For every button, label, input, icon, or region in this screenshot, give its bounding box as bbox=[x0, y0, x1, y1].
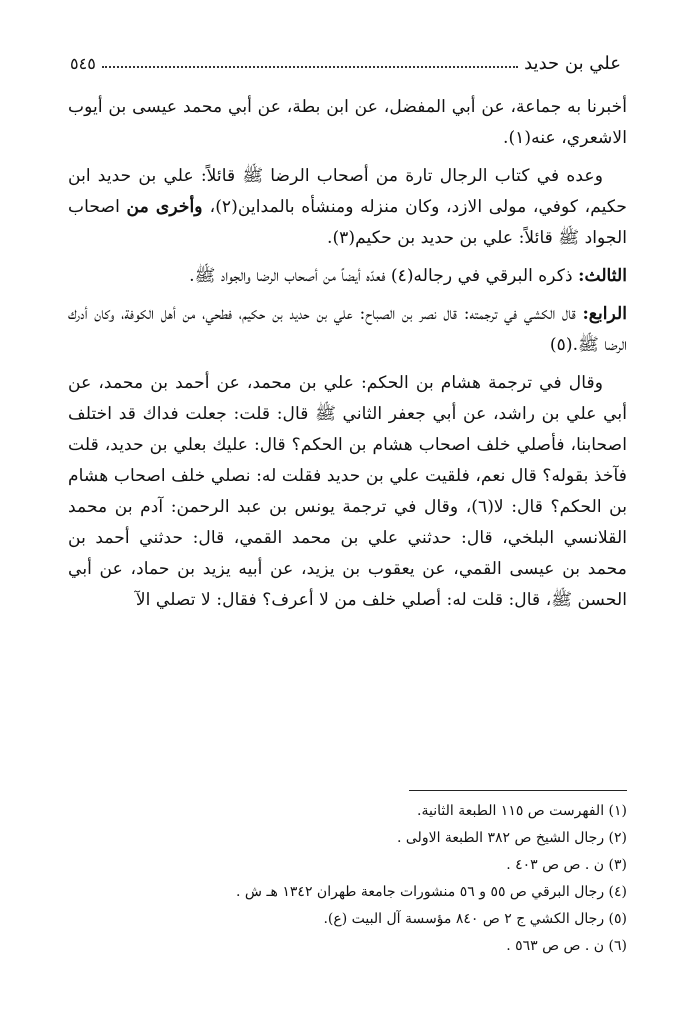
paragraph-5: وقال في ترجمة هشام بن الحكم: علي بن محمد، عن أحمد بن محمد، عن أبي علي بن راشد، عن أبي جعفر الثاني ﷺ قال: قلت: جعلت فداك قد اختلف اصحابنا، فأصلي خلف اصحاب هشام بن الحكم؟ قال: عليك بعلي بن حديد، قلت فآخذ بقوله؟ قال نعم، فلقيت علي بن حديد فقلت له: نصلي خلف اصحاب هشام بن الحكم؟ قال: لا(٦)، وقال في ترجمة يونس بن عبد الرحمن: آدم بن محمد القلانسي البلخي، قال: حدثني علي بن محمد القمي، قال: حدثني أحمد بن محمد بن عيسى القمي، عن يعقوب بن يزيد، عن أبيه يزيد بن حماد، عن أبي الحسن ﷺ، قال: قلت له: أصلي خلف من لا أعرف؟ فقال: لا تصلي الآ bbox=[68, 373, 627, 610]
running-title: علي بن حديد bbox=[524, 52, 621, 74]
paragraph-3-text: ذكره البرقي في رجاله(٤) فعدّه أيضاً من أصحاب الرضا والجواد ﷺ. bbox=[189, 266, 579, 286]
paragraph-2-text-c: اصحاب الجواد ﷺ قائلاً: علي بن حديد بن حكيم(٣). bbox=[68, 197, 627, 248]
footnote-item: (٦) ن . ص ص ٥٦٣ . bbox=[506, 938, 627, 954]
footnote-item: (٣) ن . ص ص ٤٠٣ . bbox=[506, 857, 627, 873]
paragraph-3-label: الثالث: bbox=[578, 266, 627, 286]
main-text bbox=[68, 92, 627, 776]
page-number: ٥٤٥ bbox=[70, 53, 96, 73]
paragraph-4-label: الرابع: bbox=[582, 304, 627, 324]
paragraph-4 bbox=[68, 299, 627, 361]
paragraph-2-bold: وأخرى من bbox=[126, 197, 210, 217]
running-header bbox=[70, 50, 621, 76]
paragraph-2 bbox=[68, 161, 627, 254]
leader-dots bbox=[102, 66, 518, 68]
paragraph-2-text-a: وعده في كتاب الرجال تارة من أصحاب الرضا ﷺ قائلاً: علي بن حديد ابن حكيم، كوفي، مولى الازد، وكان منزله ومنشأه بالمداين(٢)، bbox=[68, 166, 627, 217]
footnote-item: (٢) رجال الشيخ ص ٣٨٢ الطبعة الاولى . bbox=[396, 830, 627, 846]
footnote-item: (١) الفهرست ص ١١٥ الطبعة الثانية. bbox=[417, 803, 627, 819]
paragraph-3 bbox=[68, 261, 627, 292]
footnote-item: (٤) رجال البرقي ص ٥٥ و ٥٦ منشورات جامعة طهران ١٣٤٢ هـ ش . bbox=[236, 884, 627, 900]
paragraph-1: أخبرنا به جماعة، عن أبي المفضل، عن ابن بطة، عن أبي محمد عيسى بن أيوب الاشعري، عنه(١). bbox=[68, 97, 627, 148]
footnote-divider bbox=[409, 790, 627, 791]
footnotes bbox=[150, 798, 627, 970]
footnote-item: (٥) رجال الكشي ج ٢ ص ٨٤٠ مؤسسة آل البيت (ع). bbox=[323, 911, 627, 927]
paragraph-4-text: قال الكشي في ترجمته: قال نصر بن الصباح: علي بن حديد بن حكيم، فطحي، من أهل الكوفة، وكان أدرك الرضا ﷺ.(٥) bbox=[68, 304, 627, 355]
